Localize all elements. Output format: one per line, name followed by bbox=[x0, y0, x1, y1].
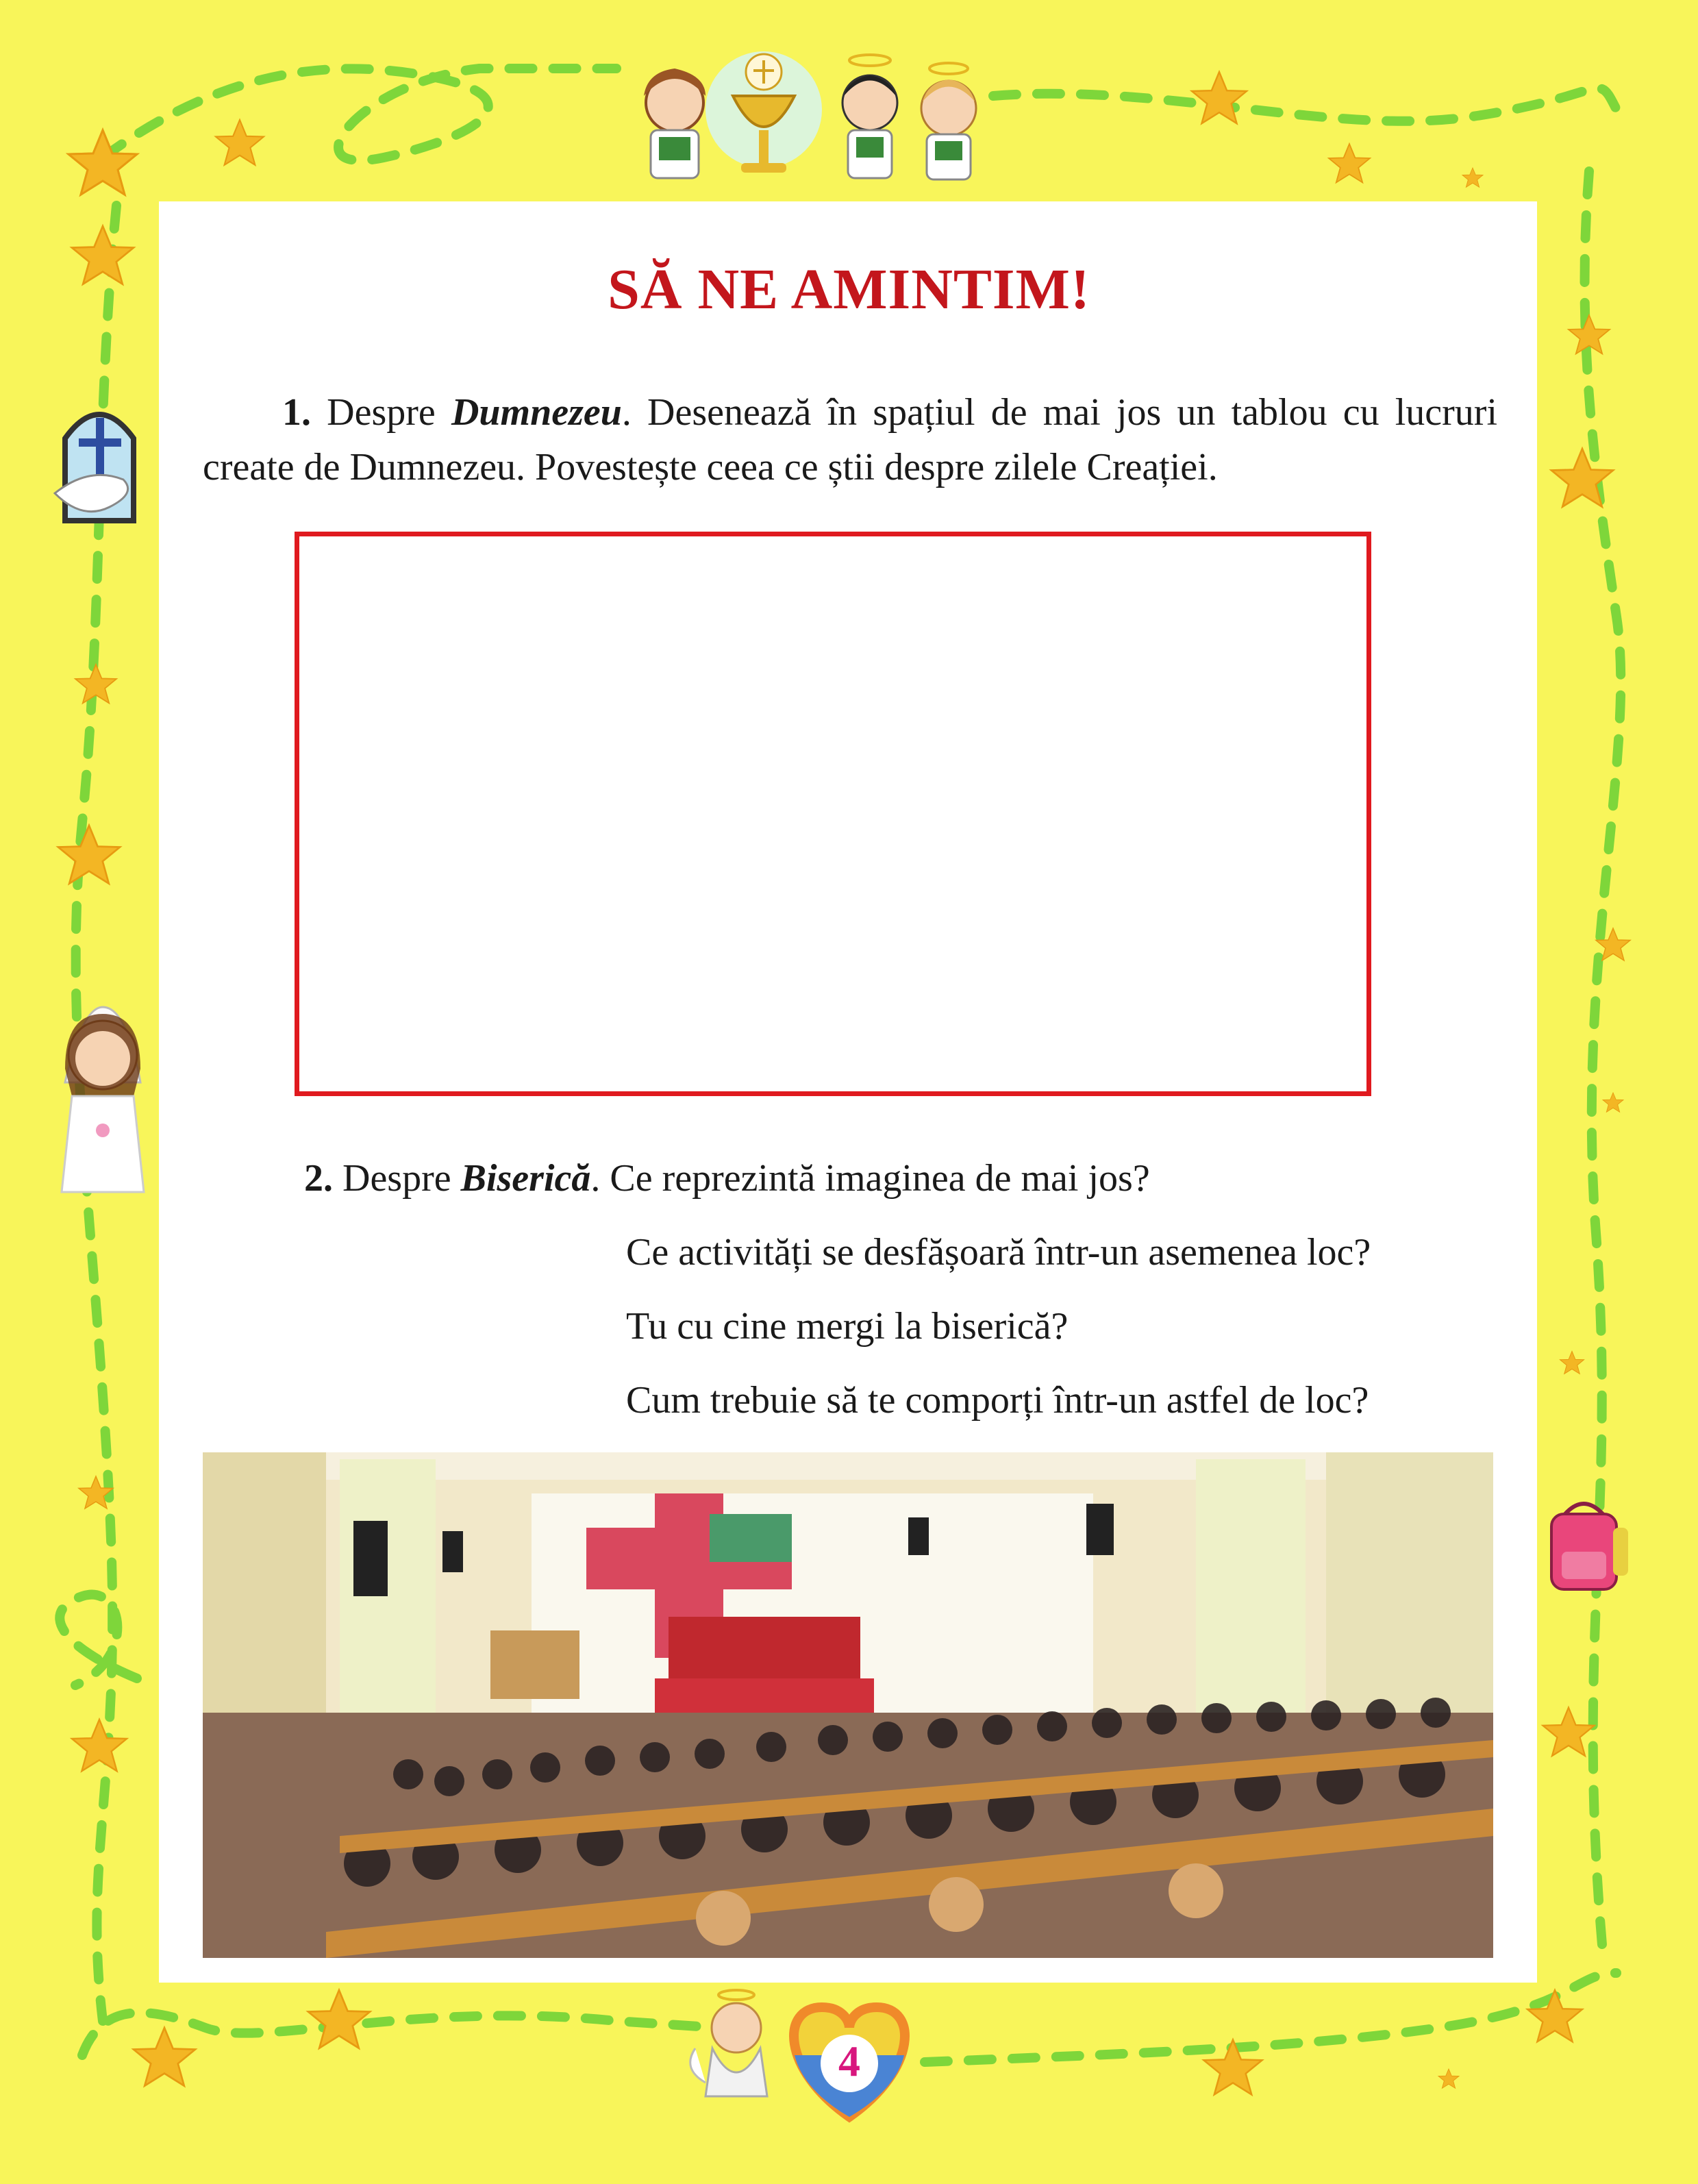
communion-girl-icon bbox=[62, 1007, 144, 1192]
page-title: SĂ NE AMINTIM! bbox=[608, 258, 1090, 322]
page-number: 4 bbox=[838, 2037, 860, 2085]
angel-boy-icon bbox=[842, 55, 897, 178]
exercise-1-subject: Dumnezeu bbox=[451, 391, 622, 434]
exercise-2-question-2: Tu cu cine mergi la biserică? bbox=[626, 1305, 1069, 1348]
angel-child-icon bbox=[921, 63, 976, 179]
drawing-area[interactable] bbox=[295, 532, 1371, 1096]
exercise-1-text bbox=[203, 385, 1497, 495]
angel-girl-icon bbox=[644, 69, 706, 178]
exercise-1-word: Despre bbox=[327, 391, 436, 434]
exercise-2-subject: Biserică bbox=[460, 1157, 591, 1200]
backpack-icon bbox=[1551, 1504, 1628, 1589]
church-congregation-photo bbox=[203, 1452, 1493, 1958]
exercise-2-text bbox=[304, 1151, 1606, 1206]
exercise-1-instruction: . Desenează în spațiul de mai jos un tablou cu lucruri bbox=[621, 391, 1498, 434]
exercise-2-question: . Ce reprezintă imaginea de mai jos? bbox=[590, 1157, 1150, 1200]
church-window-dove-icon bbox=[55, 414, 134, 521]
praying-angel-icon bbox=[690, 1990, 767, 2096]
exercise-2-number: 2. bbox=[304, 1157, 333, 1200]
exercise-1-line-2: create de Dumnezeu. Povestește ceea ce știi despre zilele Creației. bbox=[203, 446, 1218, 488]
chalice-icon bbox=[706, 51, 822, 173]
exercise-1-line-1 bbox=[203, 385, 1497, 440]
exercise-2-question-1: Ce activități se desfășoară într-un asemenea loc? bbox=[626, 1231, 1371, 1274]
exercise-2-question-3: Cum trebuie să te comporți într-un astfel de loc? bbox=[626, 1379, 1369, 1422]
exercise-2-word: Despre bbox=[342, 1157, 451, 1200]
exercise-1-number: 1. bbox=[282, 391, 311, 434]
